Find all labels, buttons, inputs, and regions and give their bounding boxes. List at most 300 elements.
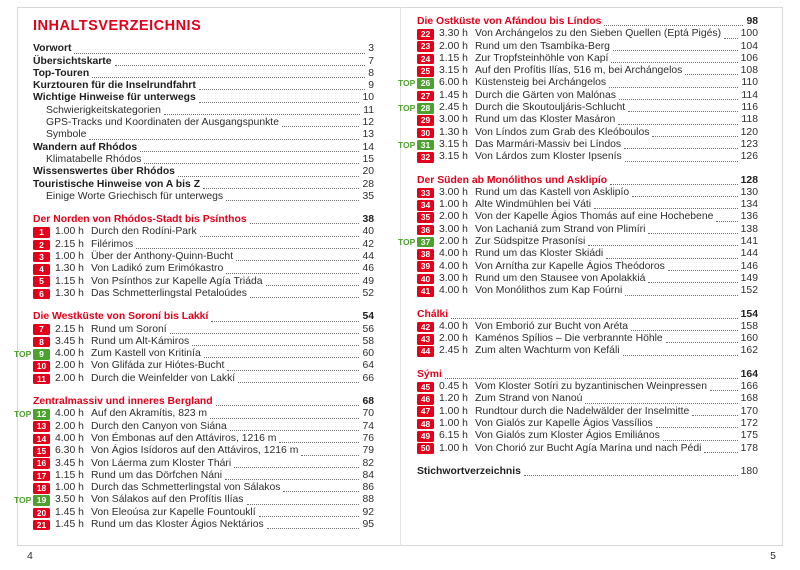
tour-duration: 3.45 h	[55, 335, 84, 347]
dotted-leader	[624, 148, 738, 149]
toc-tour-row	[417, 443, 758, 455]
tour-title: Von Arnítha zur Kapelle Ágios Theódoros	[475, 260, 665, 272]
page-ref: 10	[362, 92, 374, 104]
page-ref: 95	[362, 518, 374, 530]
toc-tour-row	[33, 470, 374, 482]
tour-title: Küstensteig bei Archángelos	[475, 77, 607, 89]
toc-entry-label: Kurztouren für die Inselrundfahrt	[33, 80, 196, 92]
toc-entry-label: Wissenswertes über Rhódos	[33, 166, 175, 178]
dotted-leader	[247, 504, 360, 505]
toc-tour-row	[33, 445, 374, 457]
tour-number-badge: 31	[417, 140, 434, 151]
section-heading-label: Die Westküste von Soroní bis Lakkí	[33, 311, 209, 323]
dotted-leader	[283, 491, 359, 492]
tour-duration: 1.15 h	[55, 275, 84, 287]
page-ref: 74	[362, 420, 374, 432]
tour-number-badge: 22	[417, 29, 434, 40]
tour-duration: 2.00 h	[55, 360, 84, 372]
page-ref: 52	[362, 287, 374, 299]
page-ref: 68	[362, 396, 374, 408]
tour-duration: 4.00 h	[439, 285, 468, 297]
dotted-leader	[585, 403, 737, 404]
dotted-leader	[203, 188, 359, 189]
toc-entry-label: GPS-Tracks und Koordinaten der Ausgangspunkte	[46, 117, 279, 129]
toc-tour-row	[33, 251, 374, 263]
tour-duration: 1.20 h	[439, 393, 468, 405]
toc-tour-row	[417, 345, 758, 357]
tour-number-badge: 45	[417, 382, 434, 393]
dotted-leader	[625, 161, 738, 162]
top-tour-label: TOP	[398, 139, 416, 150]
tour-number-badge: 21	[33, 520, 50, 531]
page-ref: 88	[362, 494, 374, 506]
tour-duration: 6.30 h	[55, 445, 84, 457]
dotted-leader	[225, 479, 359, 480]
tour-number-badge: 9	[33, 349, 50, 360]
toc-tour-row	[398, 236, 758, 248]
tour-title: Alte Windmühlen bei Váti	[475, 199, 592, 211]
dotted-leader	[234, 467, 359, 468]
toc-tour-row	[417, 381, 758, 393]
toc-tour-row	[33, 360, 374, 372]
tour-number-badge: 39	[417, 261, 434, 272]
toc-entry	[33, 105, 374, 117]
dotted-leader	[266, 285, 360, 286]
toc-page-left	[14, 18, 374, 531]
folio-left: 4	[27, 550, 33, 562]
page-ref: 175	[740, 430, 758, 442]
dotted-leader	[632, 196, 737, 197]
tour-title: Zum alten Wachturm von Kefáli	[475, 345, 620, 357]
page-ref: 116	[741, 102, 758, 114]
toc-tour-row	[14, 408, 374, 420]
toc-page-right	[398, 16, 758, 478]
dotted-leader	[609, 87, 738, 88]
toc-tour-row	[417, 406, 758, 418]
toc-tour-row	[417, 273, 758, 285]
dotted-leader	[445, 378, 738, 379]
toc-tour-row	[33, 433, 374, 445]
top-tour-label: TOP	[14, 349, 32, 360]
page-ref: 149	[740, 272, 758, 284]
dotted-leader	[216, 405, 360, 406]
page-ref: 138	[740, 223, 758, 235]
tour-duration: 1.15 h	[439, 52, 468, 64]
dotted-leader	[250, 223, 360, 224]
toc-tour-row	[33, 288, 374, 300]
page-ref: 44	[362, 251, 374, 263]
section-heading-label: Chálki	[417, 308, 449, 320]
page-ref: 15	[362, 153, 374, 165]
toc-section	[14, 396, 374, 531]
section-heading	[417, 16, 758, 28]
tour-number-badge: 14	[33, 434, 50, 445]
toc-tour-row	[33, 336, 374, 348]
tour-title: Rund um den Tsambíka-Berg	[475, 40, 610, 52]
tour-duration: 1.45 h	[439, 89, 468, 101]
tour-duration: 1.00 h	[55, 226, 84, 238]
tour-title: Über der Anthony-Quinn-Bucht	[91, 251, 234, 263]
toc-tour-row	[417, 127, 758, 139]
tour-title: Rund um das Dörfchen Náni	[91, 469, 223, 481]
page-ref: 40	[362, 226, 374, 238]
tour-number-badge: 30	[417, 128, 434, 139]
tour-duration: 4.00 h	[55, 348, 84, 360]
tour-number-badge: 20	[33, 508, 50, 519]
tour-title: Durch den Rodíni-Park	[91, 226, 197, 238]
tour-title: Kaménos Spílios – Die verbrannte Höhle	[475, 333, 663, 345]
top-tour-label: TOP	[14, 409, 32, 420]
page-ref: 58	[362, 335, 374, 347]
page-ref: 100	[740, 28, 758, 40]
tour-title: Auf den Akramítis, 823 m	[91, 408, 208, 420]
dotted-leader	[164, 114, 360, 115]
toc-tour-row	[417, 393, 758, 405]
dotted-leader	[710, 390, 738, 391]
tour-title: Von Gialós zum Kloster Ágios Emiliános	[475, 430, 660, 442]
tour-duration: 1.00 h	[439, 442, 468, 454]
toc-tour-row	[33, 263, 374, 275]
page-ref: 20	[362, 166, 374, 178]
tour-number-badge: 33	[417, 188, 434, 199]
page-ref: 76	[362, 432, 374, 444]
section-heading	[417, 309, 758, 321]
tour-number-badge: 18	[33, 483, 50, 494]
tour-duration: 1.00 h	[439, 405, 468, 417]
tour-title: Das Schmetterlingstal Petaloúdes	[91, 287, 247, 299]
tour-duration: 3.45 h	[55, 457, 84, 469]
section-heading	[33, 396, 374, 408]
toc-section	[417, 369, 758, 455]
page-ref: 86	[362, 482, 374, 494]
dotted-leader	[226, 200, 359, 201]
tour-number-badge: 17	[33, 471, 50, 482]
tour-title: Vom Kloster Sotíri zu byzantinischen Weinpressen	[475, 381, 707, 393]
toc-entry-label: Wandern auf Rhódos	[33, 141, 138, 153]
toc-entry	[33, 166, 374, 178]
toc-tour-row	[14, 348, 374, 360]
page-ref: 106	[740, 52, 758, 64]
tour-duration: 4.00 h	[439, 260, 468, 272]
page-ref: 126	[740, 151, 758, 163]
dotted-leader	[210, 418, 359, 419]
toc-tour-row	[417, 333, 758, 345]
dotted-leader	[604, 25, 743, 26]
tour-duration: 2.15 h	[55, 238, 84, 250]
tour-title: Rund um Alt-Kámiros	[91, 335, 190, 347]
dotted-leader	[236, 260, 359, 261]
section-heading-label: Die Ostküste von Afándou bis Líndos	[417, 16, 602, 27]
tour-title: Von Glifáda zur Hiótes-Bucht	[91, 360, 225, 372]
folio-right: 5	[770, 550, 776, 562]
tour-duration: 1.00 h	[55, 251, 84, 263]
tour-title: Rund um das Kloster Ágios Nektários	[91, 518, 264, 530]
toc-section	[398, 174, 758, 298]
top-tour-label: TOP	[398, 78, 416, 89]
tour-duration: 3.00 h	[439, 223, 468, 235]
page-ref: 79	[362, 445, 374, 457]
page-ref: 170	[740, 405, 758, 417]
dotted-leader	[279, 442, 359, 443]
tour-number-badge: 10	[33, 361, 50, 372]
page-ref: 49	[362, 275, 374, 287]
toc-tour-row	[33, 276, 374, 288]
tour-title: Von Láerma zum Kloster Thári	[91, 457, 232, 469]
toc-tour-row	[33, 324, 374, 336]
index-entry	[417, 466, 758, 478]
page-ref: 154	[740, 308, 758, 320]
toc-tour-row	[417, 285, 758, 297]
page-ref: 110	[741, 77, 758, 89]
dotted-leader	[199, 102, 360, 103]
page-ref: 166	[740, 381, 758, 393]
toc-tour-row	[417, 418, 758, 430]
tour-duration: 4.00 h	[55, 408, 84, 420]
dotted-leader	[230, 430, 360, 431]
tour-title: Von Emborió zur Bucht von Aréta	[475, 320, 629, 332]
toc-tour-row	[33, 421, 374, 433]
tour-title: Von der Kapelle Ágios Thomás auf eine Hochebene	[475, 211, 714, 223]
tour-title: Auf den Profítis Ilías, 516 m, bei Archángelos	[475, 65, 683, 77]
page-ref: 158	[740, 320, 758, 332]
tour-duration: 6.15 h	[439, 430, 468, 442]
tour-number-badge: 23	[417, 41, 434, 52]
tour-title: Rund um das Kloster Masáron	[475, 114, 616, 126]
tour-number-badge: 50	[417, 443, 434, 454]
toc-entry-label: Symbole	[46, 129, 87, 141]
index-entry-label: Stichwortverzeichnis	[417, 465, 521, 477]
page-ref: 136	[740, 211, 758, 223]
toc-tour-row	[417, 248, 758, 260]
page-ref: 120	[740, 126, 758, 138]
tour-title: Zum Kastell von Kritinía	[91, 348, 201, 360]
tour-title: Von Émbonas auf den Attáviros, 1216 m	[91, 432, 277, 444]
dotted-leader	[204, 357, 360, 358]
toc-entry	[33, 80, 374, 92]
tour-title: Von Lárdos zum Kloster Ipsenís	[475, 151, 622, 163]
section-heading	[33, 214, 374, 226]
dotted-leader	[282, 126, 359, 127]
dotted-leader	[211, 321, 359, 322]
toc-entry	[33, 179, 374, 191]
dotted-leader	[623, 355, 738, 356]
tour-title: Rund um Soroní	[91, 323, 167, 335]
tour-number-badge: 34	[417, 200, 434, 211]
tour-duration: 1.00 h	[439, 199, 468, 211]
toc-tour-row	[417, 321, 758, 333]
toc-entry	[33, 129, 374, 141]
page-ref: 12	[362, 117, 374, 129]
toc-tour-row	[417, 151, 758, 163]
page-ref: 13	[362, 129, 374, 141]
toc-tour-row	[398, 138, 758, 151]
tour-title: Durch die Skoutouljáris-Schlucht	[475, 102, 626, 114]
toc-entry	[33, 68, 374, 80]
page-ref: 42	[362, 238, 374, 250]
top-tour-label: TOP	[14, 495, 32, 506]
dotted-leader	[227, 370, 359, 371]
tour-number-badge: 37	[417, 237, 434, 248]
dotted-leader	[666, 342, 738, 343]
page-ref: 54	[362, 311, 374, 323]
dotted-leader	[648, 282, 737, 283]
toc-content-right	[398, 16, 758, 478]
page-ref: 70	[362, 408, 374, 420]
top-tour-label: TOP	[398, 237, 416, 248]
page-ref: 9	[368, 80, 374, 92]
tour-title: Von Sálakos auf den Profítis Ilías	[91, 494, 244, 506]
toc-entry-label: Top-Touren	[33, 67, 90, 79]
dotted-leader	[136, 248, 359, 249]
page-ref: 123	[740, 138, 758, 150]
dotted-leader	[170, 333, 360, 334]
section-heading-label: Der Süden ab Monólithos und Asklipío	[417, 174, 608, 186]
tour-title: Von Monólithos zum Kap Foúrni	[475, 285, 623, 297]
dotted-leader	[628, 111, 738, 112]
tour-duration: 2.15 h	[55, 323, 84, 335]
dotted-leader	[663, 440, 738, 441]
toc-tour-row	[417, 28, 758, 40]
tour-title: Rund um das Kastell von Asklipío	[475, 186, 630, 198]
tour-number-badge: 43	[417, 334, 434, 345]
tour-number-badge: 40	[417, 274, 434, 285]
tour-number-badge: 6	[33, 289, 50, 300]
toc-entry-label: Touristische Hinweise von A bis Z	[33, 178, 201, 190]
dotted-leader	[199, 89, 365, 90]
tour-title: Durch den Canyon von Siána	[91, 420, 227, 432]
tour-number-badge: 44	[417, 346, 434, 357]
tour-title: Filérimos	[91, 238, 134, 250]
page-ref: 66	[362, 372, 374, 384]
tour-duration: 2.45 h	[439, 345, 468, 357]
toc-entry-label: Vorwort	[33, 43, 72, 55]
page-ref: 84	[362, 469, 374, 481]
toc-tour-row	[417, 224, 758, 236]
tour-duration: 0.45 h	[439, 381, 468, 393]
page-ref: 92	[362, 506, 374, 518]
tour-number-badge: 49	[417, 431, 434, 442]
toc-tour-row	[417, 65, 758, 77]
page-ref: 162	[740, 345, 758, 357]
tour-number-badge: 28	[417, 103, 434, 114]
dotted-leader	[267, 528, 360, 529]
dotted-leader	[631, 330, 738, 331]
dotted-leader	[716, 221, 737, 222]
tour-number-badge: 42	[417, 322, 434, 333]
section-heading	[33, 311, 374, 323]
page-ref: 7	[368, 55, 374, 67]
tour-number-badge: 48	[417, 419, 434, 430]
tour-number-badge: 1	[33, 227, 50, 238]
tour-number-badge: 41	[417, 286, 434, 297]
toc-tour-row	[398, 77, 758, 89]
tour-title: Zum Strand von Nanoú	[475, 393, 583, 405]
toc-tour-row	[417, 114, 758, 126]
dotted-leader	[656, 427, 738, 428]
tour-number-badge: 13	[33, 421, 50, 432]
page-ref: 60	[362, 348, 374, 360]
tour-duration: 3.00 h	[439, 186, 468, 198]
toc-tour-row	[33, 373, 374, 385]
tour-title: Rundtour durch die Nadelwälder der Inselmitte	[475, 405, 690, 417]
tour-title: Von Eleoúsa zur Kapelle Fountouklí	[91, 506, 256, 518]
toc-tour-row	[417, 211, 758, 223]
page-ref: 168	[740, 393, 758, 405]
dotted-leader	[685, 74, 737, 75]
page-ref: 56	[362, 323, 374, 335]
dotted-leader	[192, 345, 359, 346]
page-ref: 98	[746, 16, 758, 27]
tour-duration: 4.00 h	[439, 320, 468, 332]
tour-title: Rund um das Kloster Skiádi	[475, 248, 604, 260]
toc-entry	[33, 43, 374, 55]
tour-number-badge: 11	[33, 374, 50, 385]
tour-title: Von Archángelos zu den Sieben Quellen (Eptá Pigés)	[475, 28, 722, 40]
tour-duration: 1.15 h	[55, 469, 84, 481]
page-ref: 152	[740, 285, 758, 297]
tour-duration: 4.00 h	[439, 248, 468, 260]
tour-title: Von Lachaniá zum Strand von Plimíri	[475, 223, 646, 235]
page-ref: 108	[740, 65, 758, 77]
toc-tour-row	[417, 53, 758, 65]
toc-entry-label: Klimatabelle Rhódos	[46, 153, 142, 165]
toc-section	[14, 311, 374, 385]
tour-title: Zur Südspitze Prasonísi	[475, 236, 586, 248]
tour-number-badge: 16	[33, 458, 50, 469]
toc-section	[417, 309, 758, 358]
tour-duration: 2.00 h	[439, 333, 468, 345]
toc-entry-label: Wichtige Hinweise für unterwegs	[33, 92, 196, 104]
toc-entry	[33, 56, 374, 68]
tour-number-badge: 15	[33, 446, 50, 457]
page-ref: 8	[368, 67, 374, 79]
tour-duration: 4.00 h	[55, 432, 84, 444]
tour-duration: 1.00 h	[55, 482, 84, 494]
dotted-leader	[259, 516, 360, 517]
tour-number-badge: 36	[417, 225, 434, 236]
tour-number-badge: 2	[33, 240, 50, 251]
toc-tour-row	[33, 507, 374, 519]
toc-entry	[33, 92, 374, 104]
tour-title: Von Chorió zur Bucht Agía Marína und nach Pédi	[475, 442, 702, 454]
tour-duration: 2.00 h	[55, 420, 84, 432]
toc-tour-row	[33, 226, 374, 238]
toc-tour-row	[417, 261, 758, 273]
dotted-leader	[611, 62, 737, 63]
dotted-leader	[238, 382, 359, 383]
toc-tour-row	[417, 187, 758, 199]
tour-number-badge: 4	[33, 264, 50, 275]
section-heading	[417, 369, 758, 381]
dotted-leader	[140, 151, 359, 152]
dotted-leader	[524, 475, 738, 476]
page-ref: 35	[362, 190, 374, 202]
tour-duration: 1.30 h	[55, 287, 84, 299]
tour-duration: 1.00 h	[439, 417, 468, 429]
dotted-leader	[74, 53, 365, 54]
dotted-leader	[625, 295, 737, 296]
toc-entry	[33, 154, 374, 166]
dotted-leader	[606, 258, 737, 259]
tour-duration: 3.30 h	[439, 28, 468, 40]
page-ref: 82	[362, 457, 374, 469]
tour-number-badge: 35	[417, 212, 434, 223]
tour-title: Von Líndos zum Grab des Kleóboulos	[475, 126, 650, 138]
toc-entry-label: Übersichtskarte	[33, 55, 112, 67]
tour-duration: 3.15 h	[439, 151, 468, 163]
section-heading-label: Zentralmassiv und inneres Bergland	[33, 396, 213, 408]
toc-section	[398, 16, 758, 164]
